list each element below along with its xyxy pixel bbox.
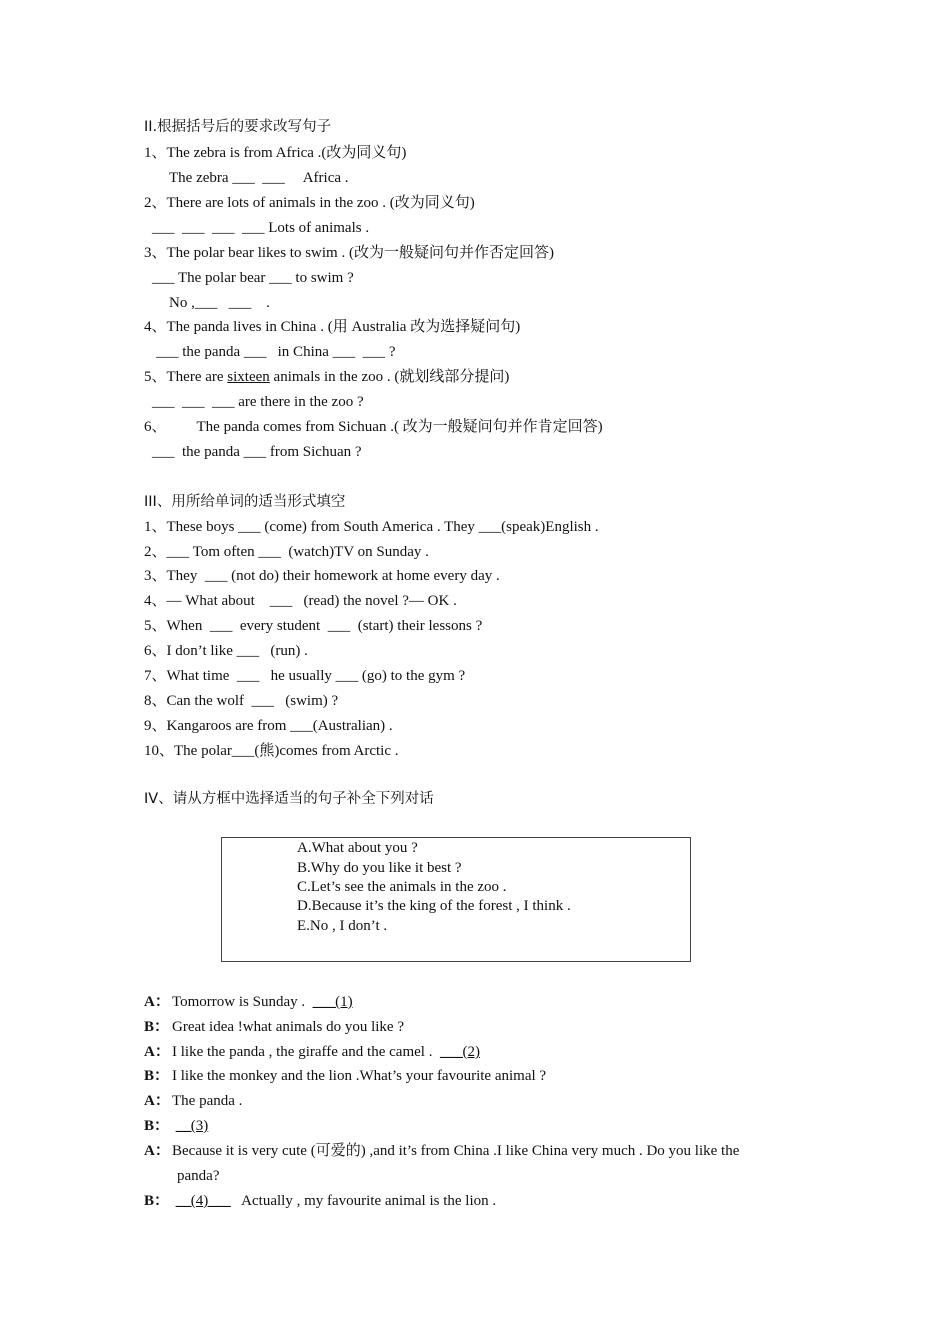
speaker: A：	[144, 1093, 170, 1109]
dialogue-blank: ___(1)	[312, 994, 353, 1010]
s2-line-8: 4、The panda lives in China . (用 Australia 改为选择疑问句)	[144, 319, 521, 335]
s2-line-10-b: animals in the zoo . (就划线部分提问)	[269, 369, 510, 385]
dialogue-after: Actually , my favourite animal is the lion .	[230, 1193, 497, 1209]
s2-line-13: ___ the panda ___ from Sichuan ?	[152, 444, 362, 460]
section-4-title: IV、请从方框中选择适当的句子补全下列对话	[144, 791, 434, 807]
option-d: D.Because it’s the king of the forest , I think .	[297, 898, 571, 914]
s3-item-2: 2、___ Tom often ___ (watch)TV on Sunday .	[144, 544, 429, 560]
s3-item-1: 1、These boys ___ (come) from South America . They ___(speak)English .	[144, 519, 599, 535]
s2-line-3: 2、There are lots of animals in the zoo . (改为同义句)	[144, 195, 475, 211]
s3-item-7: 7、What time ___ he usually ___ (go) to the gym ?	[144, 668, 466, 684]
dialogue-blank: ___(2)	[439, 1044, 480, 1060]
s3-item-3: 3、They ___ (not do) their homework at home every day .	[144, 568, 500, 584]
dialogue-line-6	[144, 1116, 208, 1136]
option-b: B.Why do you like it best ?	[297, 860, 462, 876]
dialogue-line-5	[144, 1091, 242, 1111]
dialogue-text: Tomorrow is Sunday .	[172, 994, 313, 1010]
section-2-title: II.根据括号后的要求改写句子	[144, 119, 332, 135]
s3-item-8: 8、Can the wolf ___ (swim) ?	[144, 693, 339, 709]
speaker: A：	[144, 1044, 170, 1060]
dialogue-text: I like the monkey and the lion .What’s your favourite animal ?	[172, 1068, 547, 1084]
s3-item-4: 4、— What about ___ (read) the novel ?— OK .	[144, 593, 457, 609]
s2-line-12: 6、 The panda comes from Sichuan .( 改为一般疑问句并作肯定回答)	[144, 419, 603, 435]
dialogue-line-8	[144, 1191, 496, 1211]
s2-line-1: 1、The zebra is from Africa .(改为同义句)	[144, 145, 407, 161]
dialogue-line-7	[144, 1141, 739, 1161]
speaker: B：	[144, 1019, 170, 1035]
s2-line-10	[144, 367, 509, 387]
options-box	[221, 837, 691, 962]
dialogue-line-4	[144, 1066, 546, 1086]
dialogue-text: I like the panda , the giraffe and the camel .	[172, 1044, 440, 1060]
s3-item-10: 10、The polar___(熊)comes from Arctic .	[144, 743, 399, 759]
s2-line-5: 3、The polar bear likes to swim . (改为一般疑问句并作否定回答)	[144, 245, 554, 261]
s2-line-7: No ,___ ___ .	[169, 295, 270, 311]
s3-item-6: 6、I don’t like ___ (run) .	[144, 643, 308, 659]
dialogue-line-1	[144, 992, 353, 1012]
option-c: C.Let’s see the animals in the zoo .	[297, 879, 507, 895]
s2-line-11: ___ ___ ___ are there in the zoo ?	[152, 394, 364, 410]
speaker: A：	[144, 994, 170, 1010]
option-e: E.No , I don’t .	[297, 918, 388, 934]
s3-item-5: 5、When ___ every student ___ (start) their lessons ?	[144, 618, 483, 634]
dialogue-blank: __(3)	[175, 1118, 209, 1134]
s2-line-6: ___ The polar bear ___ to swim ?	[152, 270, 354, 286]
dialogue-line-7-cont: panda?	[177, 1168, 220, 1184]
dialogue-text: Because it is very cute (可爱的) ,and it’s from China .I like China very much . Do you like the	[172, 1143, 740, 1159]
speaker: A：	[144, 1143, 170, 1159]
s2-line-9: ___ the panda ___ in China ___ ___ ?	[156, 344, 396, 360]
s2-line-2: The zebra ___ ___ Africa .	[169, 170, 349, 186]
dialogue-line-3	[144, 1042, 480, 1062]
option-a: A.What about you ?	[297, 840, 418, 856]
underlined-word: sixteen	[227, 369, 270, 385]
speaker: B：	[144, 1118, 170, 1134]
dialogue-text: Great idea !what animals do you like ?	[172, 1019, 405, 1035]
speaker: B：	[144, 1068, 170, 1084]
dialogue-line-2	[144, 1017, 404, 1037]
dialogue-blank: __(4)___	[175, 1193, 231, 1209]
s2-line-4: ___ ___ ___ ___ Lots of animals .	[152, 220, 370, 236]
s2-line-10-a: 5、There are	[144, 369, 228, 385]
section-3-title: III、用所给单词的适当形式填空	[144, 494, 346, 510]
dialogue-text: The panda .	[172, 1093, 243, 1109]
s3-item-9: 9、Kangaroos are from ___(Australian) .	[144, 718, 393, 734]
speaker: B：	[144, 1193, 170, 1209]
